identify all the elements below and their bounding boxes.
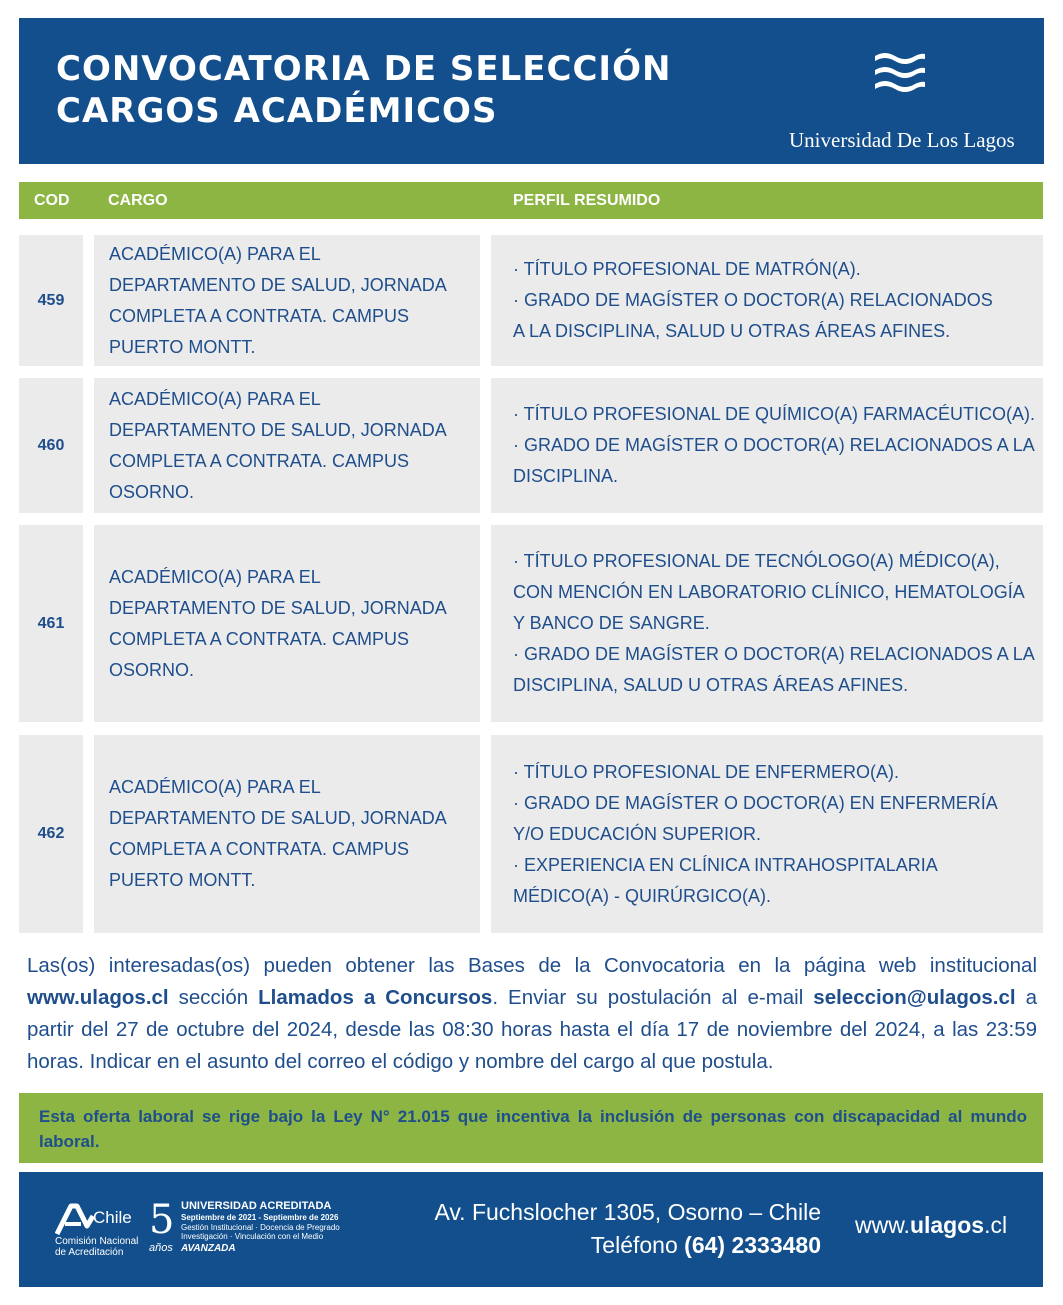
row-cargo-cell — [94, 378, 480, 513]
accreditation-title: UNIVERSIDAD ACREDITADA — [181, 1200, 332, 1212]
perfil-line: · GRADO DE MAGÍSTER O DOCTOR(A) RELACIONADOS A LA — [513, 435, 1035, 455]
web-domain: ulagos — [909, 1212, 985, 1238]
cna-line: de Acreditación — [55, 1247, 124, 1258]
info-text: sección — [168, 986, 259, 1009]
perfil-line: MÉDICO(A) - QUIRÚRGICO(A). — [513, 885, 771, 906]
row-code: 459 — [19, 235, 83, 366]
section-name: Llamados a Concursos — [258, 986, 493, 1009]
university-name: Universidad De Los Lagos — [789, 128, 1015, 152]
perfil-line: DISCIPLINA. — [513, 466, 619, 486]
column-header-perfil: PERFIL RESUMIDO — [513, 192, 661, 209]
perfil-line: · GRADO DE MAGÍSTER O DOCTOR(A) EN ENFERMERÍA — [513, 792, 998, 813]
perfil-line: DISCIPLINA, SALUD U OTRAS ÁREAS AFINES. — [513, 675, 909, 695]
info-text: a partir del 27 de octubre del 2024, desde las 08:30 horas hasta el día 17 de noviembre del 2024, a las 23:59 horas. Indicar en el asunto del correo el código y nombre del cargo al que postula. — [27, 986, 1037, 1073]
page-title — [56, 48, 671, 132]
table-row — [19, 525, 1043, 722]
perfil-line: CON MENCIÓN EN LABORATORIO CLÍNICO, HEMATOLOGÍA — [513, 582, 1025, 602]
column-header-cod: COD — [34, 192, 70, 209]
row-cargo: ACADÉMICO(A) PARA EL DEPARTAMENTO DE SALUD, JORNADA COMPLETA A CONTRATA. CAMPUS OSORNO. — [109, 388, 446, 502]
table-row — [19, 735, 1043, 933]
row-perfil-cell — [491, 235, 1043, 366]
website-link[interactable]: www.ulagos.cl — [27, 986, 169, 1009]
row-code: 462 — [19, 735, 83, 933]
row-cargo-cell — [94, 735, 480, 933]
perfil-line: Y/O EDUCACIÓN SUPERIOR. — [513, 823, 762, 844]
perfil-line: · EXPERIENCIA EN CLÍNICA INTRAHOSPITALARIA — [513, 854, 938, 875]
table-row — [19, 235, 1043, 366]
perfil-line: A LA DISCIPLINA, SALUD U OTRAS ÁREAS AFINES. — [513, 321, 951, 341]
contact-info — [434, 1196, 821, 1262]
title-line-1: CONVOCATORIA DE SELECCIÓN — [56, 49, 672, 89]
accreditation-badge — [149, 1197, 349, 1264]
accreditation-areas: Gestión Institucional · Docencia de Pregrado — [181, 1222, 340, 1232]
row-perfil-cell — [491, 525, 1043, 722]
row-cargo-cell — [94, 525, 480, 722]
phone-number: (64) 2333480 — [684, 1232, 821, 1258]
cna-name — [55, 1236, 138, 1258]
waves-icon — [871, 48, 927, 98]
inclusion-notice — [19, 1093, 1043, 1163]
phone-line — [434, 1229, 821, 1262]
address: Av. Fuchslocher 1305, Osorno – Chile — [434, 1199, 821, 1225]
perfil-line: · GRADO DE MAGÍSTER O DOCTOR(A) RELACIONADOS A LA — [513, 644, 1035, 664]
perfil-line: Y BANCO DE SANGRE. — [513, 613, 710, 633]
column-header-cargo: CARGO — [108, 192, 168, 209]
accreditation-areas: Investigación · Vinculación con el Medio — [181, 1232, 324, 1241]
accreditation-details — [181, 1200, 340, 1255]
row-cargo: ACADÉMICO(A) PARA EL DEPARTAMENTO DE SALUD, JORNADA COMPLETA A CONTRATA. CAMPUS PUERTO MONTT. — [109, 243, 446, 357]
footer-website[interactable] — [855, 1212, 1007, 1239]
row-perfil — [513, 757, 998, 912]
accreditation-years: 5 — [149, 1197, 175, 1243]
row-perfil — [513, 546, 1035, 701]
cna-line: Comisión Nacional — [55, 1236, 139, 1247]
accreditation-period: Septiembre de 2021 - Septiembre de 2026 — [181, 1213, 339, 1222]
table-row — [19, 378, 1043, 513]
footer — [19, 1172, 1043, 1287]
accreditation-level: AVANZADA — [181, 1242, 236, 1254]
cna-chile: Chile — [93, 1208, 132, 1227]
perfil-line: · TÍTULO PROFESIONAL DE MATRÓN(A). — [513, 259, 861, 279]
web-suffix: .cl — [984, 1212, 1008, 1238]
perfil-line: · GRADO DE MAGÍSTER O DOCTOR(A) RELACIONADOS — [513, 290, 993, 310]
notice-text: Esta oferta laboral se rige bajo la Ley N° 21.015 que incentiva la inclusión de personas con discapacidad al mundo laboral. — [39, 1107, 1027, 1151]
table-header — [19, 182, 1043, 219]
perfil-line: · TÍTULO PROFESIONAL DE ENFERMERO(A). — [513, 761, 900, 782]
web-prefix: www. — [855, 1212, 910, 1238]
row-cargo: ACADÉMICO(A) PARA EL DEPARTAMENTO DE SALUD, JORNADA COMPLETA A CONTRATA. CAMPUS OSORNO. — [109, 566, 446, 680]
perfil-line: · TÍTULO PROFESIONAL DE QUÍMICO(A) FARMACÉUTICO(A). — [513, 404, 1036, 424]
university-logo — [789, 48, 1015, 158]
perfil-line: · TÍTULO PROFESIONAL DE TECNÓLOGO(A) MÉDICO(A), — [513, 551, 1000, 571]
info-text: Las(os) interesadas(os) pueden obtener las Bases de la Convocatoria en la página web institucional — [27, 954, 1037, 977]
phone-label: Teléfono — [590, 1232, 685, 1258]
row-code: 461 — [19, 525, 83, 722]
row-perfil-cell — [491, 378, 1043, 513]
title-line-2: CARGOS ACADÉMICOS — [56, 91, 498, 131]
accreditation-years-label: años — [149, 1242, 173, 1254]
cna-logo — [55, 1202, 145, 1262]
row-perfil-cell — [491, 735, 1043, 933]
header-banner — [19, 18, 1044, 164]
info-text: . Enviar su postulación al e-mail — [492, 986, 814, 1009]
email-link[interactable]: seleccion@ulagos.cl — [813, 986, 1016, 1009]
cna-mark-icon — [55, 1202, 95, 1236]
row-perfil — [513, 254, 993, 347]
row-cargo-cell — [94, 235, 480, 366]
row-perfil — [513, 399, 1035, 492]
application-info — [27, 950, 1037, 1078]
row-cargo: ACADÉMICO(A) PARA EL DEPARTAMENTO DE SALUD, JORNADA COMPLETA A CONTRATA. CAMPUS PUERTO MONTT. — [109, 777, 446, 890]
row-code: 460 — [19, 378, 83, 513]
